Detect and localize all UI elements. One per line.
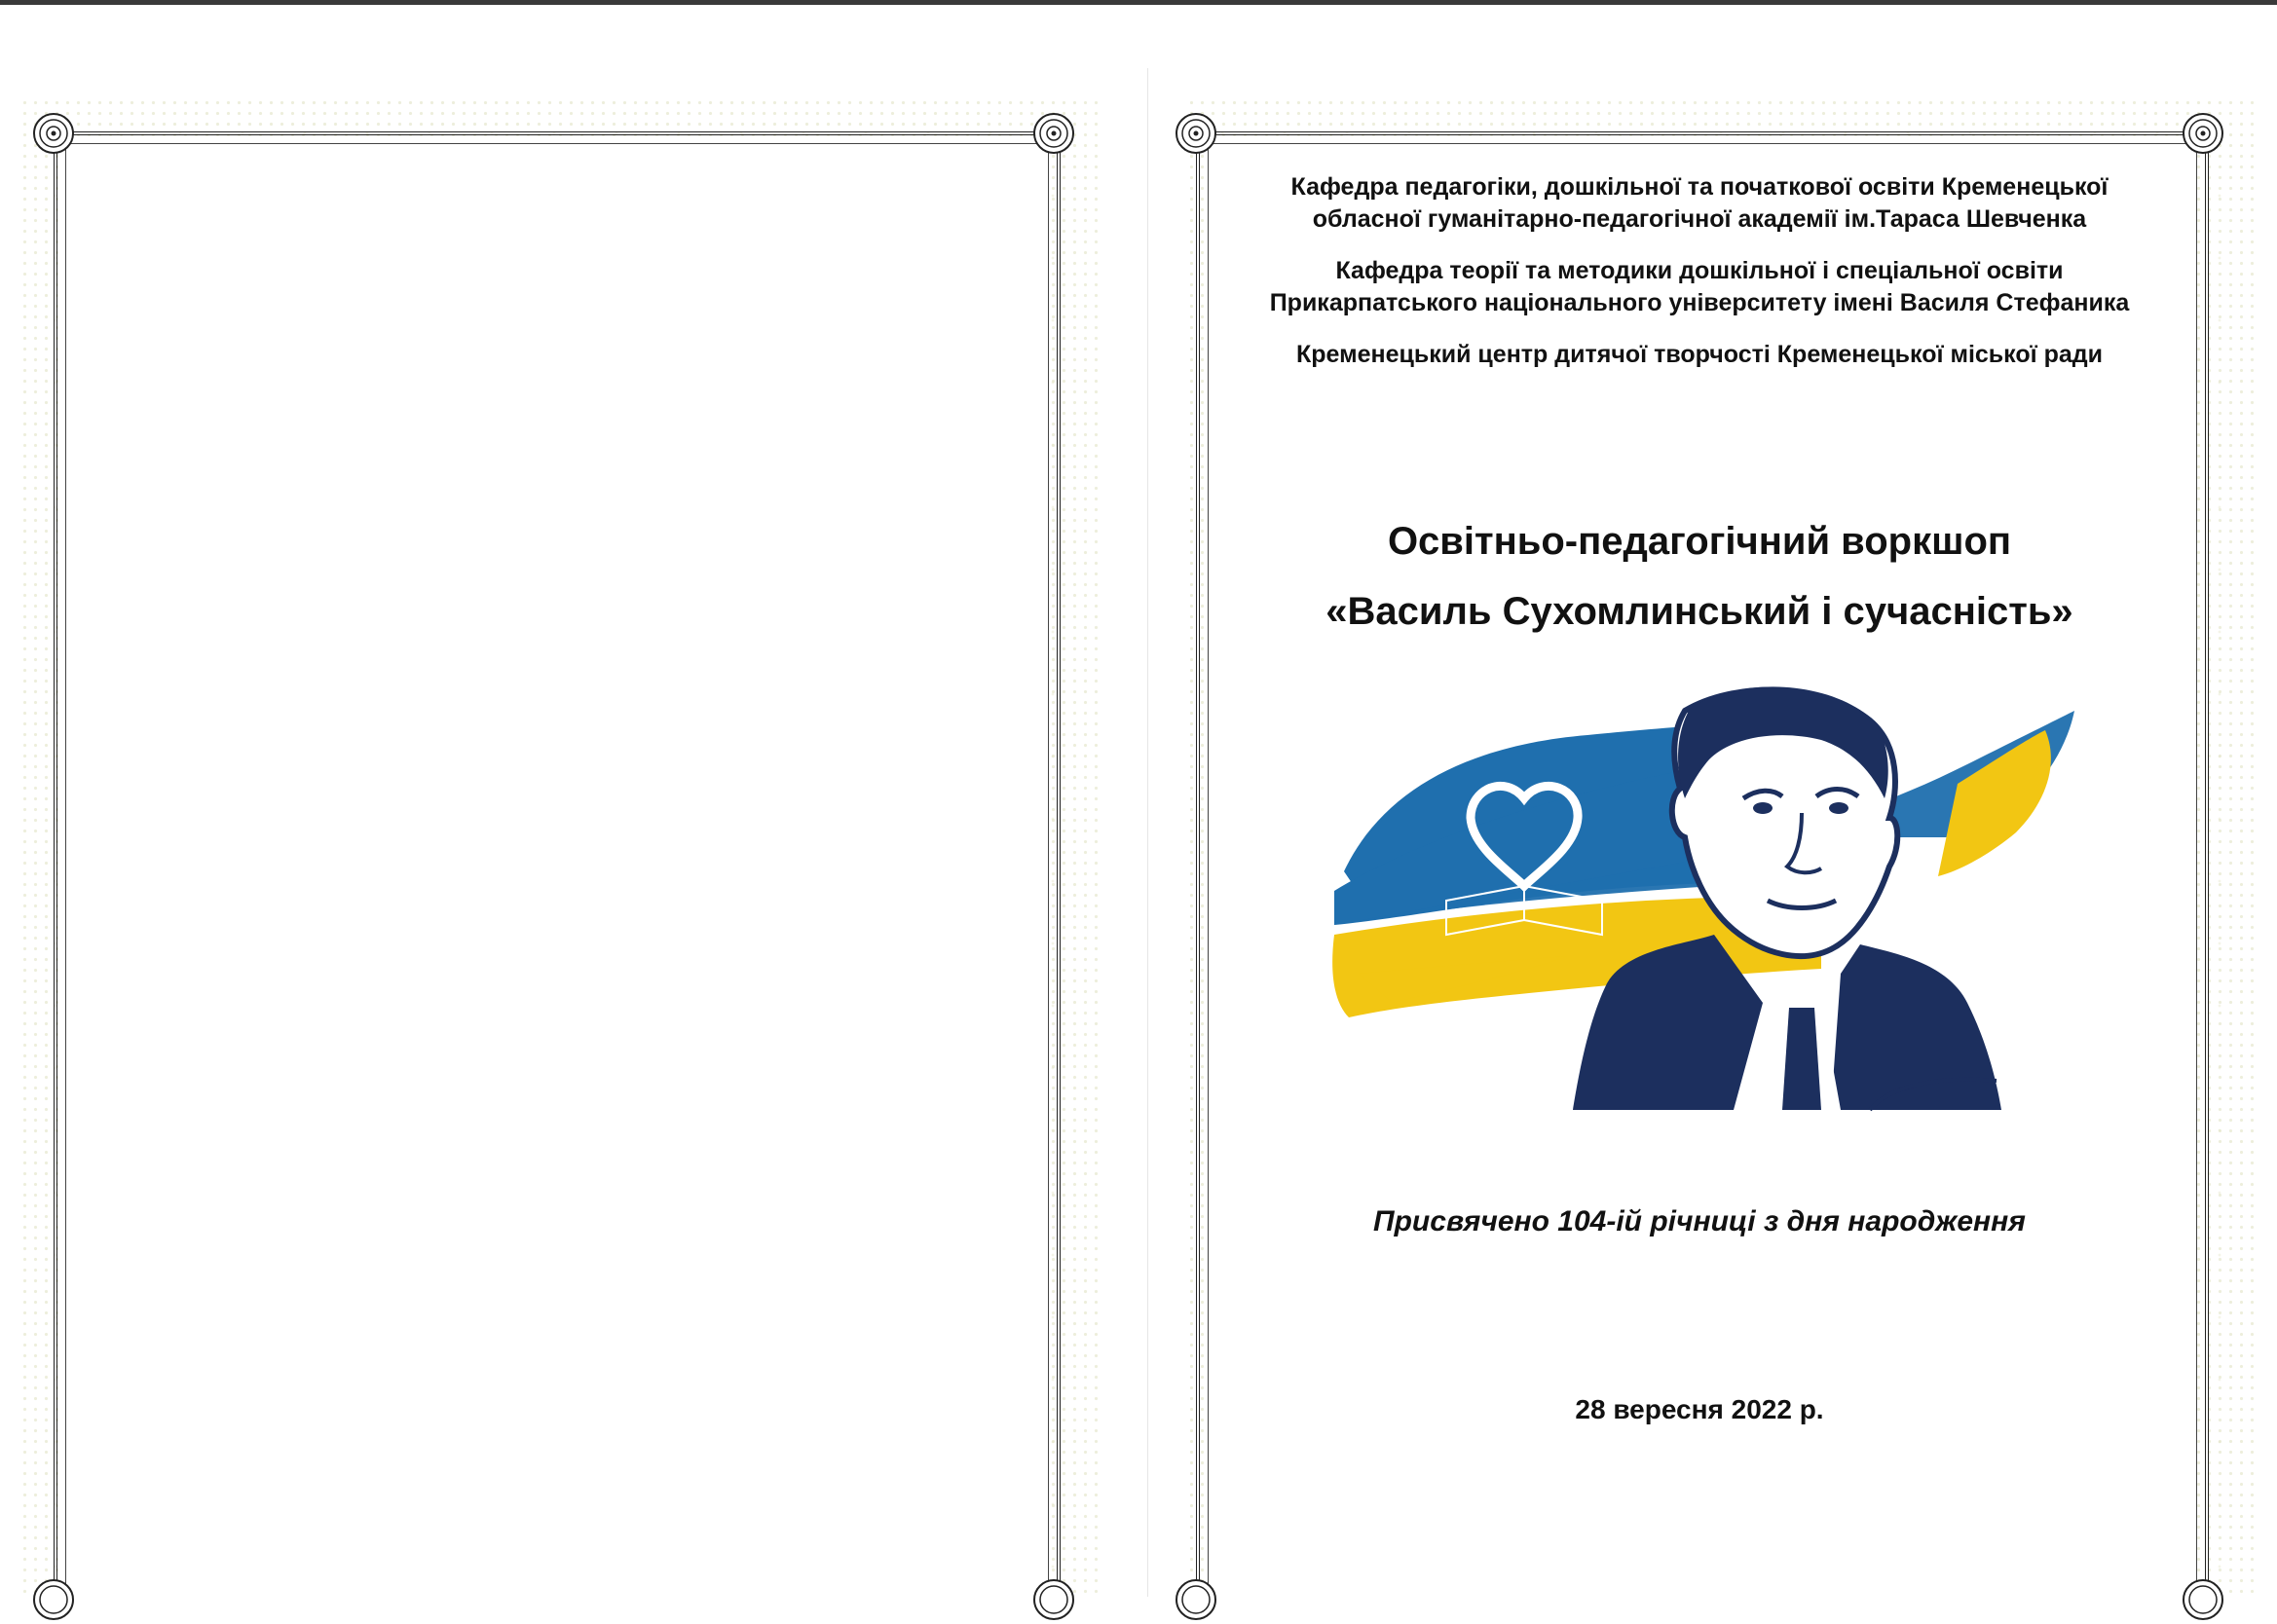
portrait-with-flag-and-heart-icon [1276,652,2133,1159]
workshop-title [1208,506,2191,646]
left-page-frame [54,131,1061,1614]
institution-1-line-1: Кафедра педагогіки, дошкільної та початкової освіти Кременецької [1290,173,2109,201]
rosette-ornament-icon [1172,109,1220,158]
institution-2-line-2: Прикарпатського національного університету імені Василя Стефаника [1269,289,2130,316]
institution-3-line-1: Кременецький центр дитячої творчості Кременецької міської ради [1295,341,2104,368]
institution-1-line-2: обласної гуманітарно-педагогічної академії ім.Тараса Шевченка [1312,205,2087,233]
rosette-ornament-icon [1029,1575,1078,1624]
rosette-ornament-icon [2179,109,2227,158]
fold-line [1147,68,1148,1597]
institution-2-line-1: Кафедра теорії та методики дошкільної і спеціальної освіти [1335,257,2064,284]
workshop-title-line-1: Освітньо-педагогічний воркшоп [1387,520,2012,563]
workshop-title-line-2: «Василь Сухомлинський і сучасність» [1325,590,2073,633]
rosette-ornament-icon [1029,109,1078,158]
dedication-text: Присвячено 104-ій річниці з дня народження [1373,1205,2026,1237]
event-date: 28 вересня 2022 р. [1575,1394,1824,1424]
left-page-content [65,143,1049,1614]
scan-edge [0,0,2277,5]
institution-block-2 [1208,255,2191,319]
rosette-ornament-icon [2179,1575,2227,1624]
rosette-ornament-icon [29,1575,78,1624]
rosette-ornament-icon [29,109,78,158]
institution-block-1 [1208,171,2191,236]
rosette-ornament-icon [1172,1575,1220,1624]
institution-block-3 [1208,339,2191,371]
